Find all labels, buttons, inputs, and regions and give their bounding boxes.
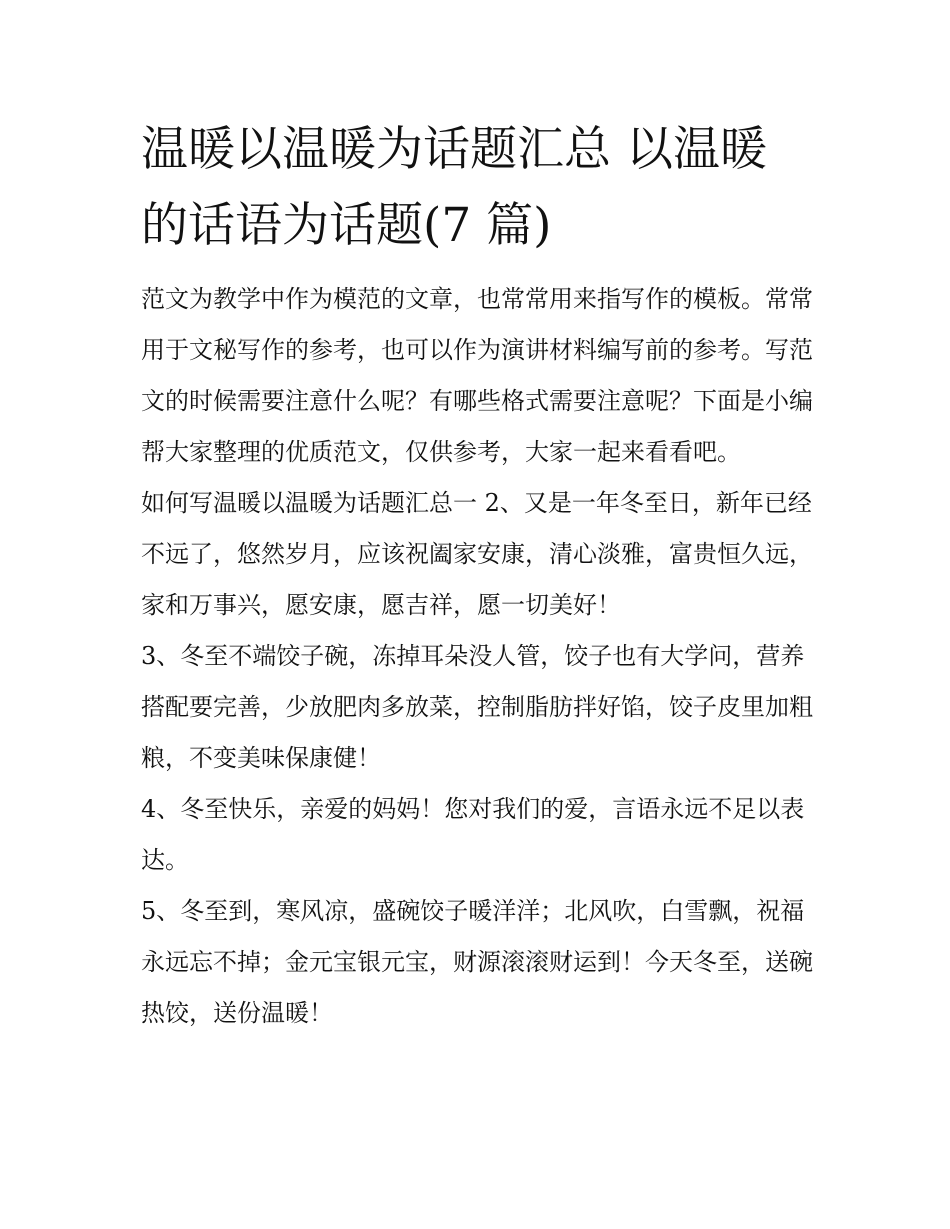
body-paragraph-4: 4、冬至快乐，亲爱的妈妈！您对我们的爱，言语永远不足以表达。 [141, 795, 805, 874]
body-paragraph-3: 3、冬至不端饺子碗，冻掉耳朵没人管，饺子也有大学问，营养搭配要完善，少放肥肉多放菜，控制脂肪拌好馅，饺子皮里加粗粮，不变美味保康健！ [141, 642, 813, 772]
body-paragraph-5: 5、冬至到，寒风凉，盛碗饺子暖洋洋；北风吹，白雪飘，祝福永远忘不掉；金元宝银元宝，财源滚滚财运到！今天冬至，送碗热饺，送份温暖！ [141, 897, 813, 1027]
intro-paragraph: 范文为教学中作为模范的文章，也常常用来指写作的模板。常常用于文秘写作的参考，也可以作为演讲材料编写前的参考。写范文的时候需要注意什么呢？有哪些格式需要注意呢？下面是小编帮大家整理的优质范文，仅供参考，大家一起来看看吧。 [141, 285, 813, 466]
body-paragraph-2: 如何写温暖以温暖为话题汇总一 2、又是一年冬至日，新年已经不远了，悠然岁月，应该祝阖家安康，清心淡雅，富贵恒久远，家和万事兴，愿安康，愿吉祥，愿一切美好！ [141, 489, 813, 619]
document-content [141, 112, 813, 1039]
document-title [141, 112, 813, 264]
title-line-1: 温暖以温暖为话题汇总 以温暖 [141, 122, 767, 177]
title-line-2: 的话语为话题(7 篇) [141, 198, 552, 253]
